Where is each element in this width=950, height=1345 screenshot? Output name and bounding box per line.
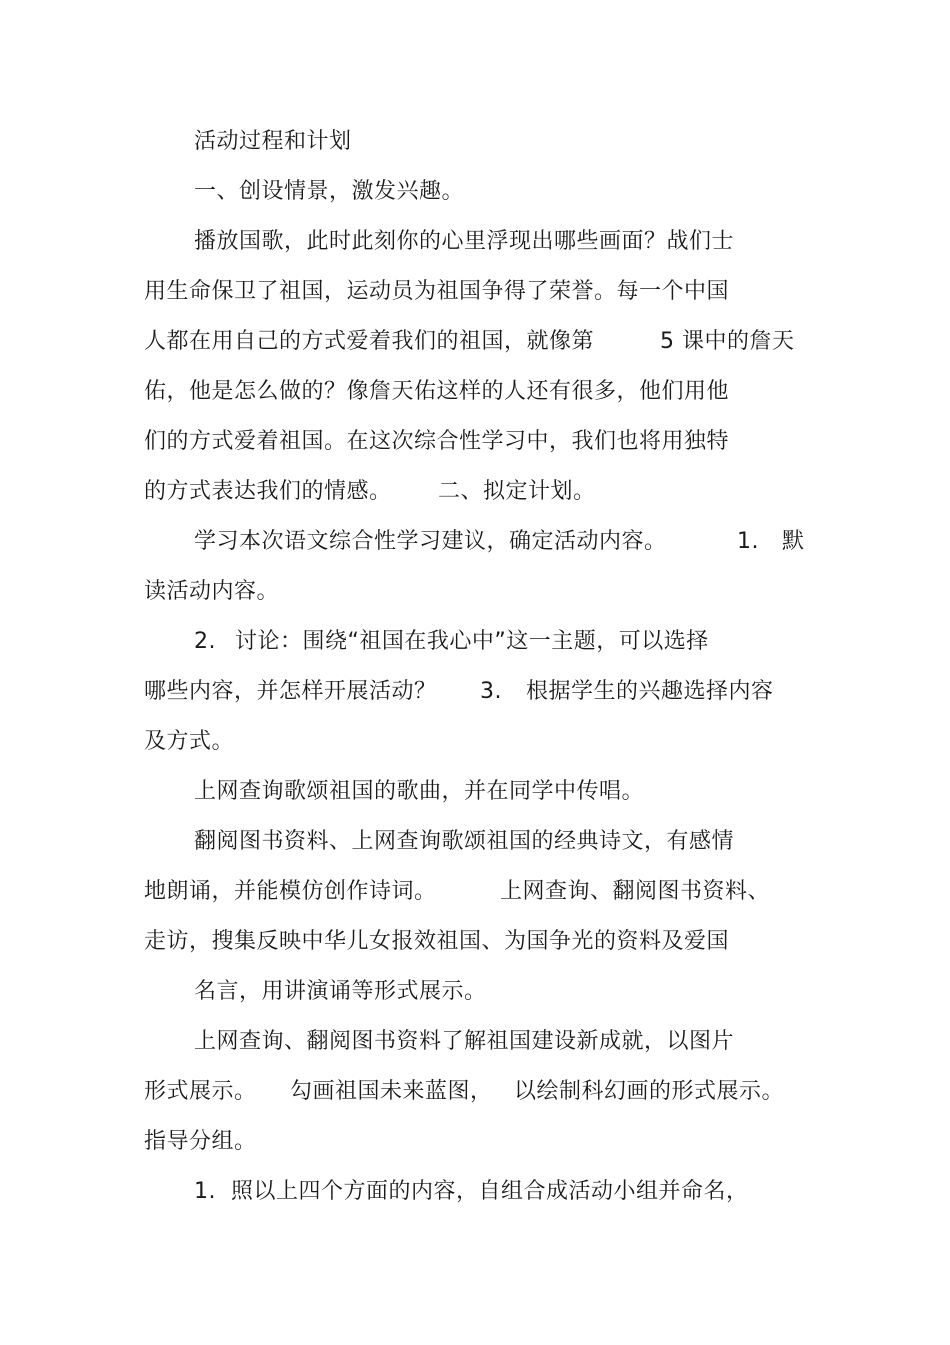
paragraph-line: 播放国歌，此时此刻你的心里浮现出哪些画面？战们士 [194, 229, 735, 254]
paragraph-line: 哪些内容，并怎样开展活动？ [144, 679, 437, 704]
paragraph-line-fragment: 上网查询、翻阅图书资料、 [500, 879, 771, 904]
paragraph-line: 形式展示。 [144, 1079, 257, 1104]
paragraph-line: 指导分组。 [144, 1129, 257, 1154]
section-heading-activity-plan: 活动过程和计划 [194, 129, 352, 154]
paragraph-line: 及方式。 [144, 729, 235, 754]
paragraph-line: 照以上四个方面的内容，自组合成活动小组并命名， [231, 1179, 749, 1204]
paragraph-line: 上网查询、翻阅图书资料了解祖国建设新成就，以图片 [194, 1029, 735, 1054]
paragraph-line-fragment: 勾画祖国未来蓝图， [290, 1079, 493, 1104]
paragraph-line-fragment: 根据学生的兴趣选择内容 [526, 679, 774, 704]
paragraph-line: 学习本次语文综合性学习建议，确定活动内容。 [194, 529, 667, 554]
paragraph-line: 讨论：围绕“祖国在我心中”这一主题，可以选择 [235, 629, 709, 654]
paragraph-line: 名言，用讲演诵等形式展示。 [194, 979, 487, 1004]
list-number: 3. [480, 679, 502, 704]
list-number: 1. [194, 1179, 216, 1204]
paragraph-line: 走访，搜集反映中华儿女报效祖国、为国争光的资料及爱国 [144, 929, 730, 954]
paragraph-line-fragment: 默 [782, 529, 805, 554]
paragraph-line: 读活动内容。 [144, 579, 280, 604]
paragraph-line: 地朗诵，并能模仿创作诗词。 [144, 879, 437, 904]
step-one-heading: 一、创设情景，激发兴趣。 [194, 179, 465, 204]
list-number: 2. [194, 629, 216, 654]
paragraph-line-fragment: 以绘制科幻画的形式展示。 [514, 1079, 785, 1104]
list-number: 1. [737, 529, 759, 554]
step-two-heading: 二、拟定计划。 [438, 479, 596, 504]
paragraph-line: 人都在用自己的方式爱着我们的祖国，就像第 [144, 329, 595, 354]
paragraph-line: 们的方式爱着祖国。在这次综合性学习中，我们也将用独特 [144, 429, 730, 454]
paragraph-line: 用生命保卫了祖国，运动员为祖国争得了荣誉。每一个中国 [144, 279, 730, 304]
paragraph-line-fragment: 5 课中的詹天 [660, 329, 795, 354]
paragraph-line: 佑，他是怎么做的？像詹天佑这样的人还有很多，他们用他 [144, 379, 730, 404]
paragraph-line: 的方式表达我们的情感。 [144, 479, 392, 504]
paragraph-line: 翻阅图书资料、上网查询歌颂祖国的经典诗文，有感情 [194, 829, 735, 854]
paragraph-line: 上网查询歌颂祖国的歌曲，并在同学中传唱。 [194, 779, 645, 804]
